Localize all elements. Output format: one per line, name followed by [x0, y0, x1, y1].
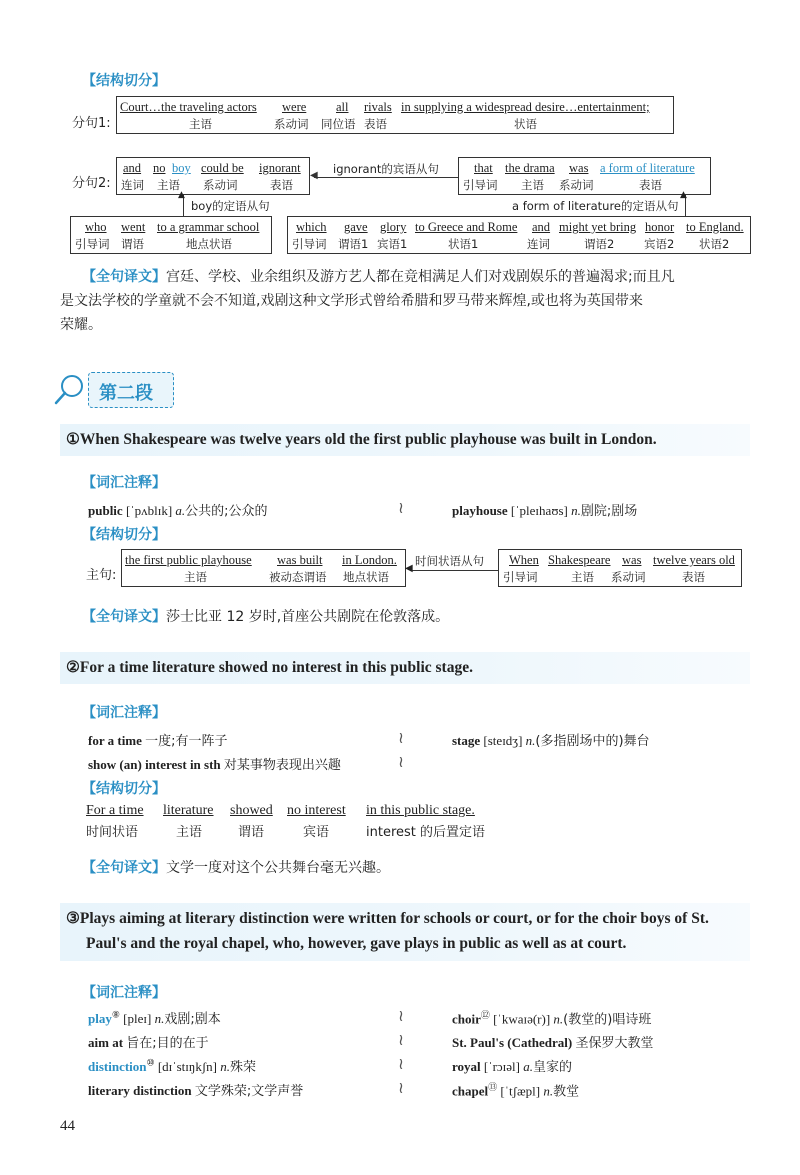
c1-role-subject: 主语 [189, 117, 212, 131]
main-clause-label: 主句: [86, 568, 117, 583]
vocab-pos: a. [175, 503, 186, 518]
c2b-role-verb: 系动词 [559, 178, 594, 192]
vocab-distinction [88, 1056, 256, 1075]
wavy-divider: ≀ [398, 752, 404, 771]
s2-part-subject: literature [163, 803, 214, 818]
t-was: was [622, 553, 642, 567]
m-adverbial: in London. [342, 553, 397, 567]
clause2a-box [116, 157, 310, 195]
c2a-could-be: could be [201, 161, 244, 175]
c2d-role-predicate1: 谓语1 [338, 237, 369, 251]
time-clause-label: 时间状语从句 [415, 554, 484, 568]
t-when: When [509, 553, 539, 567]
translation-text: 文学一度对这个公共舞台毫无兴趣。 [166, 860, 390, 876]
sentence3-line2: Paul's and the royal chapel, who, however, gave plays in public as well as at court. [86, 935, 627, 952]
wavy-divider: ≀ [398, 1030, 404, 1049]
c2c-role-introducer: 引导词 [75, 237, 110, 251]
form-attr-label: a form of literature的定语从句 [512, 199, 679, 213]
translation-label: 【全句译文】 [82, 860, 166, 876]
c2d-gave: gave [344, 220, 368, 234]
c1-adverbial: in supplying a widespread desire…entertainment; [401, 100, 650, 114]
vocab-word: stage [452, 733, 481, 748]
structure-label: 【结构切分】 [82, 73, 166, 89]
clause2d-box [287, 216, 751, 254]
wavy-divider: ≀ [398, 1078, 404, 1097]
vocab-def: 剧院;剧场 [580, 504, 638, 519]
translation-label: 【全句译文】 [82, 609, 166, 625]
vocab-sup: ⑫ [480, 1010, 490, 1020]
vocab-play [88, 1008, 221, 1027]
arrow-up-icon: ▲ [680, 190, 687, 200]
c2b-role-predicative: 表语 [639, 178, 662, 192]
c1-predicative: rivals [364, 100, 392, 114]
connector-line [314, 177, 458, 178]
vocab-sup: ⑩ [146, 1057, 155, 1068]
s2-structure [86, 804, 506, 844]
vocab-def: 殊荣 [230, 1060, 257, 1075]
c2b-role-introducer: 引导词 [463, 178, 498, 192]
c2c-who: who [85, 220, 107, 234]
clause1-box [116, 96, 674, 134]
c2d-and: and [532, 220, 551, 234]
c2b-role-subject: 主语 [521, 178, 544, 192]
sentence2: ②For a time literature showed no interest in this public stage. [66, 659, 473, 676]
vocab-choir [452, 1008, 651, 1027]
c2a-role-verb: 系动词 [203, 178, 238, 192]
wavy-divider: ≀ [398, 1054, 404, 1073]
vocab-ipa: [pleɪ] [123, 1011, 152, 1026]
structure-label: 【结构切分】 [82, 781, 166, 797]
c1-verb: were [282, 100, 307, 114]
c2b-was: was [569, 161, 589, 175]
vocab-pos: n. [220, 1059, 230, 1074]
vocab-word: play [88, 1011, 112, 1026]
c2a-and: and [123, 161, 142, 175]
m-role-predicate: 被动态谓语 [269, 570, 327, 584]
vocab-def: (多指剧场中的)舞台 [535, 734, 650, 749]
vocab-def: 戏剧;剧本 [164, 1012, 221, 1027]
s2-part-time: For a time [86, 803, 144, 818]
vocab-def: 皇家的 [533, 1060, 573, 1075]
c2c-role-adverbial: 地点状语 [186, 237, 232, 251]
c2c-grammar-school: to a grammar school [157, 220, 260, 234]
c2b-a-form-of-literature: a form of literature [600, 161, 695, 175]
wavy-divider: ≀ [398, 498, 404, 517]
vocab-def: 文学殊荣;文学声誉 [194, 1084, 304, 1099]
c1-subject: Court…the traveling actors [120, 100, 257, 114]
vocab-ipa: [ˈpleɪhaʊs] [510, 503, 568, 518]
c2d-role-predicate2: 谓语2 [584, 237, 615, 251]
vocab-pos: n. [154, 1011, 165, 1026]
translation-label: 【全句译文】 [82, 269, 166, 285]
c2a-boy: boy [172, 161, 191, 175]
vocab-show-interest [88, 754, 341, 773]
c2d-honor: honor [645, 220, 675, 234]
vocab-label: 【词汇注释】 [82, 705, 166, 721]
c1-role-appositive: 同位语 [321, 117, 356, 131]
clause2b-box [458, 157, 711, 195]
t-twelve-years-old: twelve years old [653, 553, 735, 567]
s2-role-postmodifier: interest 的后置定语 [366, 825, 486, 840]
vocab-label: 【词汇注释】 [82, 475, 166, 491]
translation-text-l1: 宫廷、学校、业余组织及游方艺人都在竞相满足人们对戏剧娱乐的普遍渴求;而且凡 [166, 269, 675, 285]
c2d-role-conj: 连词 [527, 237, 550, 251]
vocab-aim-at [88, 1032, 209, 1051]
sentence1: ①When Shakespeare was twelve years old the first public playhouse was built in London. [66, 431, 657, 448]
vocab-word: aim at [88, 1035, 124, 1050]
vocab-sup: ⑧ [111, 1009, 120, 1020]
s2-role-time: 时间状语 [86, 825, 139, 840]
vocab-public [88, 500, 268, 519]
translation-text: 莎士比亚 12 岁时,首座公共剧院在伦敦落成。 [166, 609, 450, 625]
vocab-word: playhouse [452, 503, 508, 518]
c2b-that: that [474, 161, 493, 175]
vocab-word: royal [452, 1059, 481, 1074]
vocab-def: 对某事物表现出兴趣 [223, 758, 341, 773]
vocab-def: 一度;有一阵子 [145, 734, 228, 749]
m-predicate: was built [277, 553, 323, 567]
t-role-verb: 系动词 [611, 570, 646, 584]
m-subject: the first public playhouse [125, 553, 252, 567]
m-role-subject: 主语 [184, 570, 207, 584]
vocab-ipa: [dɪˈstɪŋkʃn] [157, 1059, 217, 1074]
c2d-role-adverbial1: 状语1 [448, 237, 479, 251]
vocab-ipa: [ˈrɔɪəl] [483, 1059, 520, 1074]
c2d-england: to England. [686, 220, 744, 234]
t-role-introducer: 引导词 [503, 570, 538, 584]
c1-role-predicative: 表语 [364, 117, 387, 131]
t-role-subject: 主语 [571, 570, 594, 584]
vocab-ipa: [steɪdʒ] [483, 733, 523, 748]
t-role-predicative: 表语 [682, 570, 705, 584]
vocab-ipa: [ˈpʌblɪk] [125, 503, 173, 518]
vocab-word: for a time [88, 733, 142, 748]
wavy-divider: ≀ [398, 1006, 404, 1025]
vocab-pos: n. [525, 733, 536, 748]
vocab-ipa: [ˈkwaɪə(r)] [493, 1011, 551, 1027]
c1-role-verb: 系动词 [274, 117, 309, 131]
vocab-royal [452, 1056, 572, 1075]
s2-role-object: 宾语 [303, 825, 330, 840]
vocab-word: choir [452, 1011, 481, 1027]
c2d-role-object1: 宾语1 [377, 237, 408, 251]
vocab-word: St. Paul's (Cathedral) [452, 1035, 573, 1050]
vocab-pos: n. [553, 1011, 564, 1027]
m-role-adverbial: 地点状语 [343, 570, 389, 584]
vocab-word: literary distinction [88, 1083, 192, 1098]
wavy-divider: ≀ [398, 728, 404, 747]
vocab-label: 【词汇注释】 [82, 985, 166, 1001]
translation-block-1 [82, 265, 752, 289]
arrow-left-icon: ◀ [310, 170, 318, 181]
main-clause-box [121, 549, 406, 587]
c2a-no: no [153, 161, 166, 175]
vocab-ipa: [ˈtʃæpl] [500, 1083, 541, 1099]
vocab-for-a-time [88, 730, 228, 749]
vocab-stage [452, 730, 650, 749]
vocab-pos: n. [571, 503, 581, 518]
c2a-role-predicative: 表语 [270, 178, 293, 192]
c2a-ignorant: ignorant [259, 161, 301, 175]
section-title-badge [88, 372, 174, 408]
vocab-literary-distinction [88, 1080, 303, 1099]
connector-line [410, 570, 498, 571]
vocab-word: chapel [452, 1083, 489, 1099]
vocab-def: 旨在;目的在于 [126, 1036, 209, 1051]
c2d-greece-rome: to Greece and Rome [415, 220, 518, 234]
vocab-chapel [452, 1080, 579, 1099]
c2d-glory: glory [380, 220, 407, 234]
clause2c-box [70, 216, 272, 254]
s2-part-postmodifier: in this public stage. [366, 803, 475, 818]
c2d-role-introducer: 引导词 [292, 237, 327, 251]
c1-appositive: all [336, 100, 349, 114]
c2b-the-drama: the drama [505, 161, 555, 175]
vocab-word: public [88, 503, 123, 518]
translation-text-l2: 是文法学校的学童就不会不知道,戏剧这种文学形式曾给希腊和罗马带来辉煌,或也将为英国带来 [60, 293, 643, 309]
vocab-def: 圣保罗大教堂 [575, 1036, 654, 1051]
sentence3-line1: ③Plays aiming at literary distinction were written for schools or court, or for the choir boys of St. [66, 910, 709, 927]
clause2-label: 分句2: [72, 176, 111, 191]
magnifier-icon [52, 372, 88, 408]
c2d-role-adverbial2: 状语2 [699, 237, 730, 251]
vocab-word: show (an) interest in sth [88, 757, 221, 772]
vocab-sup: ⑬ [488, 1082, 498, 1092]
vocab-def: 教堂 [553, 1084, 580, 1100]
s2-role-subject: 主语 [176, 825, 203, 840]
structure-label: 【结构切分】 [82, 527, 166, 543]
s2-part-predicate: showed [230, 803, 273, 818]
vocab-pos: n. [543, 1083, 554, 1099]
c2d-which: which [296, 220, 327, 234]
translation-text-l3: 荣耀。 [60, 317, 102, 333]
vocab-st-pauls [452, 1032, 654, 1051]
t-shakespeare: Shakespeare [548, 553, 611, 567]
vocab-word: distinction [88, 1059, 147, 1074]
c2a-role-conj: 连词 [121, 178, 144, 192]
arrow-up-icon: ▲ [178, 190, 185, 200]
c2d-role-object2: 宾语2 [644, 237, 675, 251]
arrow-left-icon: ◀ [405, 563, 413, 574]
time-clause-box [498, 549, 742, 587]
vocab-pos: a. [523, 1059, 533, 1074]
vocab-def: 公共的;公众的 [185, 504, 268, 519]
c2d-might-bring: might yet bring [559, 220, 637, 234]
s2-part-object: no interest [287, 803, 346, 818]
translation-block-s2 [82, 856, 390, 880]
c2c-went: went [121, 220, 146, 234]
c2a-role-subject: 主语 [157, 178, 180, 192]
clause1-label: 分句1: [72, 116, 111, 131]
vocab-def: (教堂的)唱诗班 [563, 1012, 652, 1028]
boy-attr-label: boy的定语从句 [191, 199, 270, 213]
c2c-role-predicate: 谓语 [121, 237, 144, 251]
c1-role-adverbial: 状语 [514, 117, 537, 131]
s2-role-predicate: 谓语 [238, 825, 265, 840]
page-number: 44 [60, 1118, 75, 1134]
translation-block-s1 [82, 605, 449, 629]
section-title: 第二段 [99, 383, 153, 404]
vocab-playhouse [452, 500, 637, 519]
c2-object-clause-label: ignorant的宾语从句 [333, 162, 439, 176]
